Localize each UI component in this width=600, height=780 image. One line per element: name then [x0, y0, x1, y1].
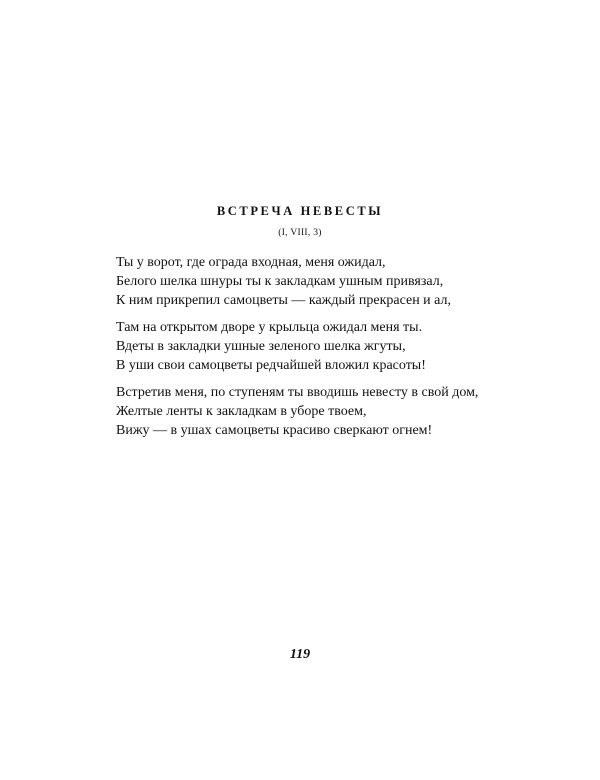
poem-title: ВСТРЕЧА НЕВЕСТЫ [216, 204, 384, 218]
verse-line: Ты у ворот, где ограда входная, меня ожидал, [116, 255, 386, 270]
verse-line: В уши свои самоцветы редчайшей вложил красоты! [116, 358, 426, 373]
stanza-1 [116, 253, 496, 310]
verse-line: Белого шелка шнуры ты к закладкам ушным привязал, [116, 274, 444, 289]
verse-line: К ним прикрепил самоцветы — каждый прекрасен и ал, [116, 293, 451, 308]
verse-line: Встретив меня, по ступеням ты вводишь невесту в свой дом, [116, 385, 479, 400]
verse-line: Вдеты в закладки ушные зеленого шелка жгуты, [116, 339, 406, 354]
verse-line: Вижу — в ушах самоцветы красиво сверкают огнем! [116, 423, 433, 438]
verse-line: Там на открытом дворе у крыльца ожидал меня ты. [116, 320, 423, 335]
page-number: 119 [289, 647, 311, 662]
verse-line: Желтые ленты к закладкам в уборе твоем, [116, 404, 367, 419]
poem-source-reference: (I, VIII, 3) [278, 228, 322, 238]
stanza-2 [116, 318, 496, 375]
stanza-3 [116, 383, 496, 440]
